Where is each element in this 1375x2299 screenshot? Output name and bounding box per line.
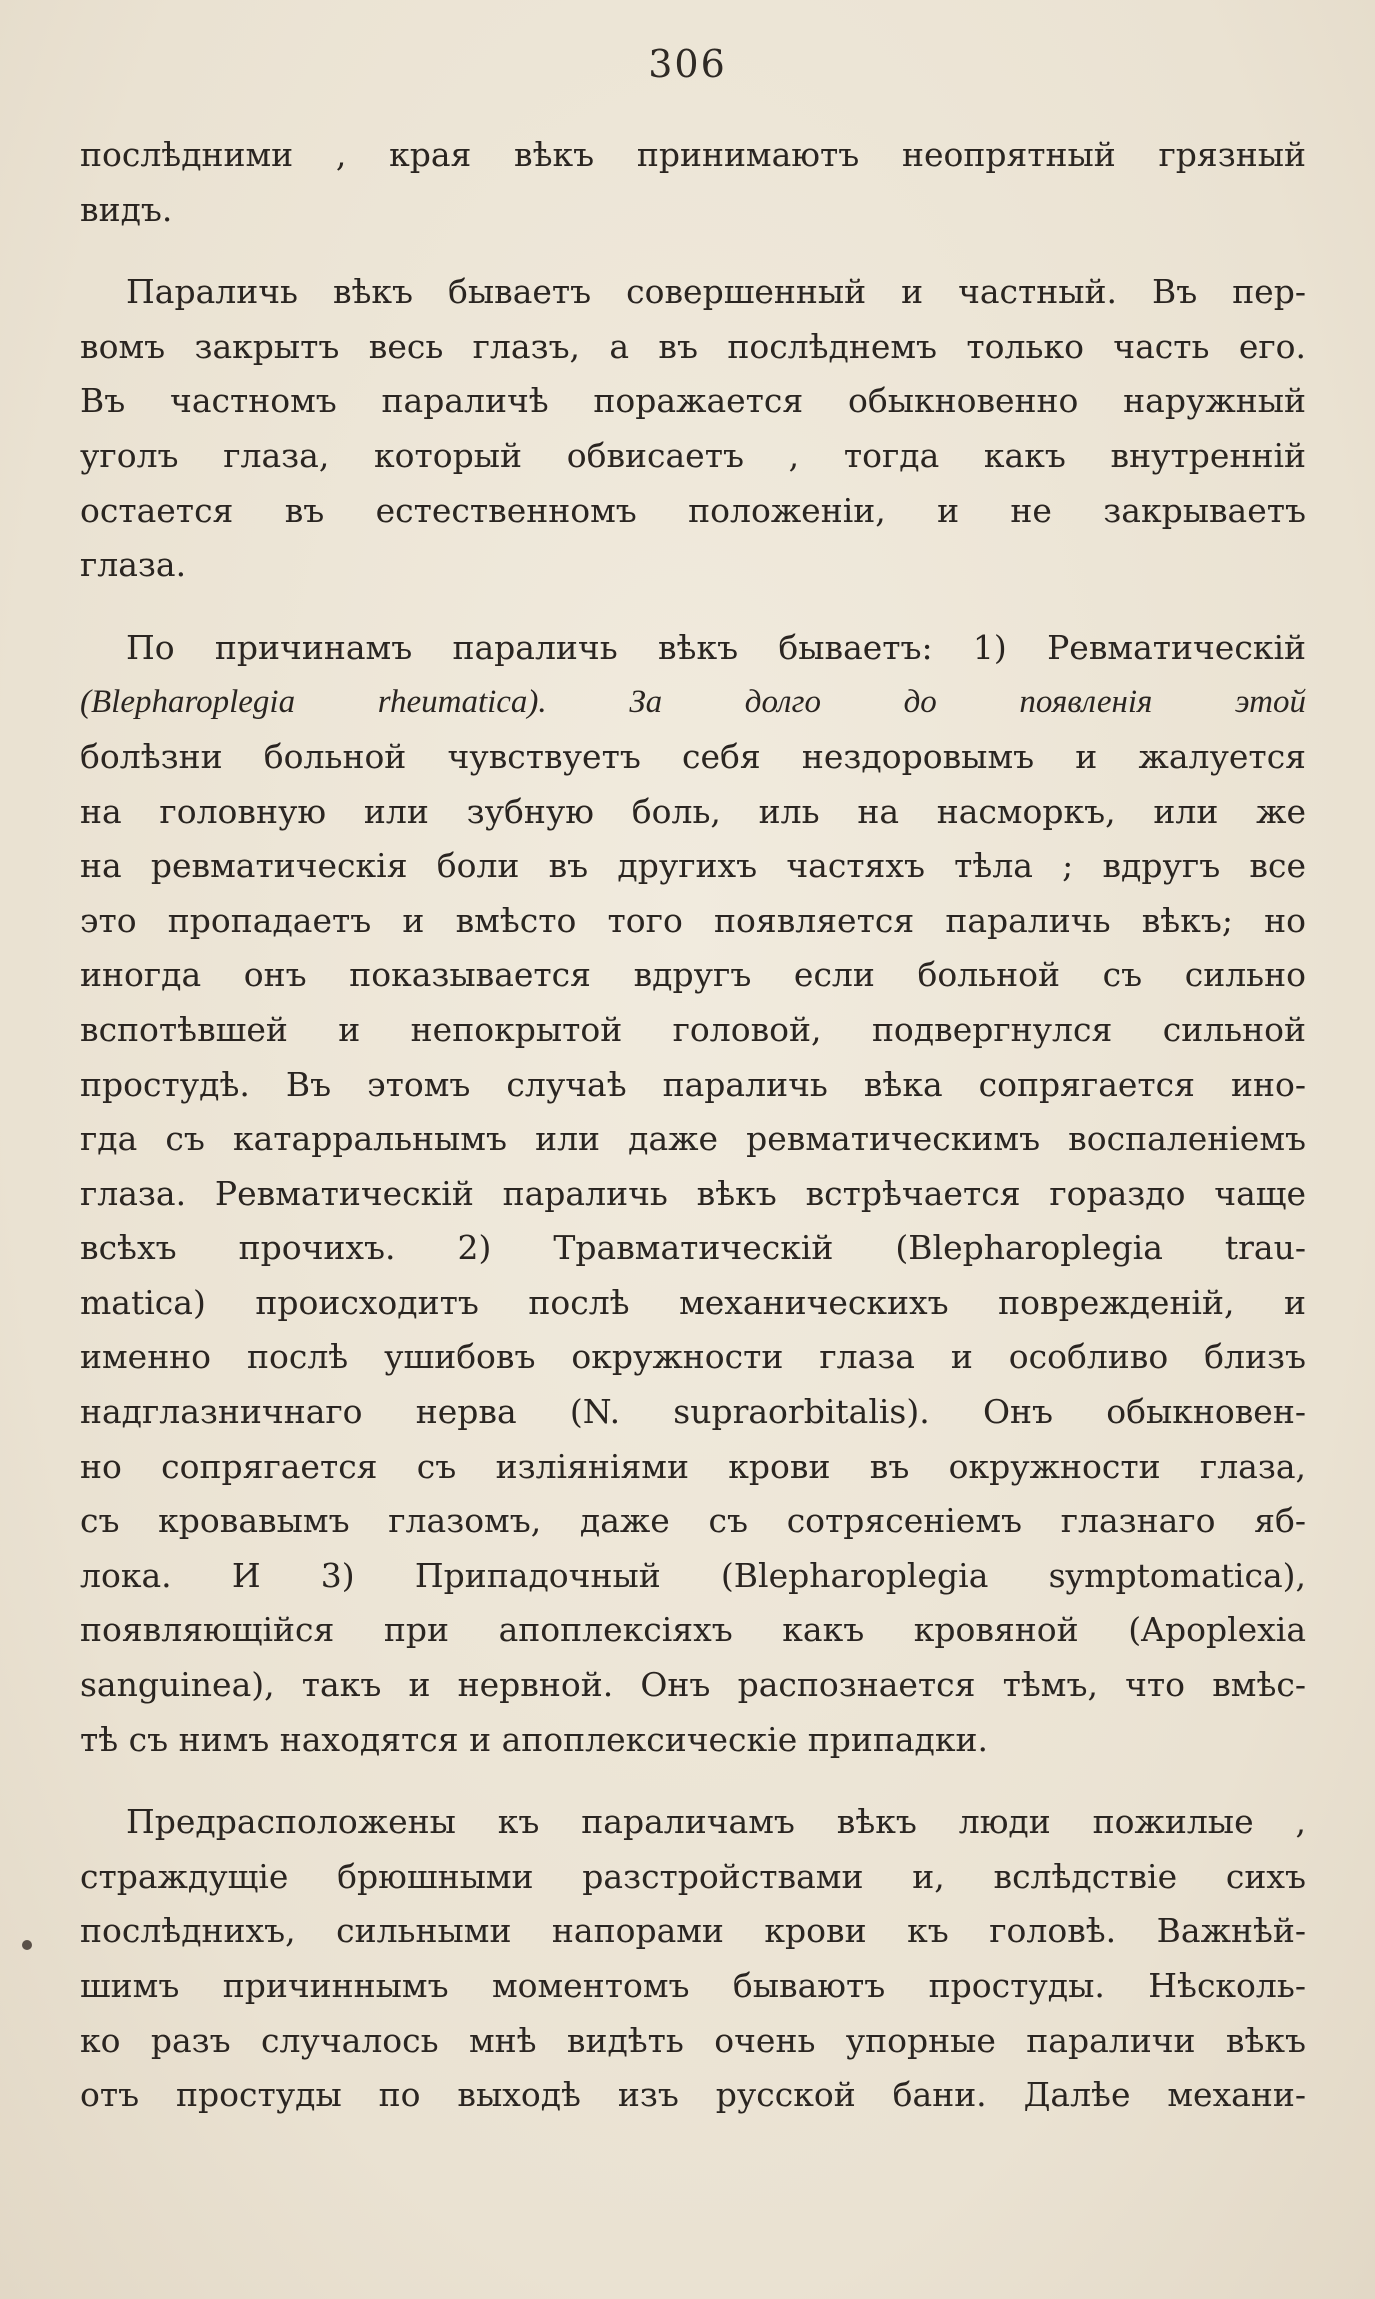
text-line: шимъ причиннымъ моментомъ бываютъ простуды. Нѣсколь- [80, 1966, 1306, 2005]
text-line: остается въ естественномъ положеніи, и не закрываетъ [80, 490, 1306, 530]
text-line: отъ простуды по выходѣ изъ русской бани. Далѣе механи- [80, 2075, 1306, 2115]
paragraph-3 [80, 621, 1306, 1767]
text-line: надглазничнаго нерва (N. supraorbitalis). Онъ обыкновен- [80, 1392, 1306, 1432]
text-line: послѣднихъ, сильными напорами крови къ головѣ. Важнѣй- [80, 1911, 1306, 1951]
paragraph-4 [80, 1795, 1306, 2123]
text-line: всѣхъ прочихъ. 2) Травматическій (Blepharoplegia trau- [80, 1228, 1306, 1268]
text-line: sanguinea), такъ и нервной. Онъ распознается тѣмъ, что вмѣс- [80, 1665, 1306, 1705]
text-line: matica) происходитъ послѣ механическихъ поврежденій, и [80, 1282, 1306, 1322]
page-number: 306 [648, 42, 727, 86]
text-line: именно послѣ ушибовъ окружности глаза и особливо близъ [80, 1337, 1306, 1377]
text-line: Въ частномъ параличѣ поражается обыкновенно наружный [80, 381, 1306, 421]
text-line: ко разъ случалось мнѣ видѣть очень упорные параличи вѣкъ [80, 2020, 1306, 2060]
paragraph-2 [80, 265, 1306, 593]
text-line: вспотѣвшей и непокрытой головой, подвергнулся сильной [80, 1009, 1306, 1049]
text-line: гда съ катарральнымъ или даже ревматическимъ воспаленіемъ [80, 1119, 1306, 1159]
text-line: Предрасположены къ параличамъ вѣкъ люди пожилые , [126, 1802, 1306, 1842]
text-line: это пропадаетъ и вмѣсто того появляется параличь вѣкъ; но [80, 900, 1306, 940]
body-text [80, 128, 1306, 2123]
text-line: иногда онъ показывается вдругъ если больной съ сильно [80, 955, 1306, 995]
text-line: но сопрягается съ изліяніями крови въ окружности глаза, [80, 1446, 1306, 1486]
text-line: По причинамъ параличь вѣкъ бываетъ: 1) Ревматическій [126, 627, 1306, 667]
text-line: уголъ глаза, который обвисаетъ , тогда какъ внутренній [80, 435, 1306, 475]
text-line: на головную или зубную боль, иль на насморкъ, или же [80, 791, 1306, 831]
text-line: послѣдними , края вѣкъ принимаютъ неопрятный грязный [80, 135, 1306, 174]
text-line: вомъ закрытъ весь глазъ, а въ послѣднемъ только часть его. [80, 326, 1306, 366]
text-line: глаза. [80, 545, 187, 585]
text-line: (Blepharoplegia rheumatica). За долго до появленія этой [80, 684, 1306, 721]
text-line: Параличь вѣкъ бываетъ совершенный и частный. Въ пер- [126, 272, 1306, 312]
text-line: болѣзни больной чувствуетъ себя нездоровымъ и жалуется [80, 736, 1306, 776]
ink-spot [22, 1940, 32, 1950]
text-line: страждущіе брюшными разстройствами и, вслѣдствіе сихъ [80, 1856, 1306, 1896]
text-line: видъ. [80, 189, 173, 229]
text-line: съ кровавымъ глазомъ, даже съ сотрясеніемъ глазнаго яб- [80, 1501, 1306, 1541]
text-line: появляющійся при апоплексіяхъ какъ кровяной (Apoplexia [80, 1610, 1306, 1650]
text-line: на ревматическія боли въ другихъ частяхъ тѣла ; вдругъ все [80, 846, 1306, 886]
text-line: тѣ съ нимъ находятся и апоплексическіе припадки. [80, 1719, 988, 1759]
paragraph-1 [80, 128, 1306, 237]
text-line: глаза. Ревматическій параличь вѣкъ встрѣчается гораздо чаще [80, 1173, 1306, 1213]
text-line: лока. И 3) Припадочный (Blepharoplegia symptomatica), [80, 1555, 1306, 1595]
text-line: простудѣ. Въ этомъ случаѣ параличь вѣка сопрягается ино- [80, 1064, 1306, 1104]
